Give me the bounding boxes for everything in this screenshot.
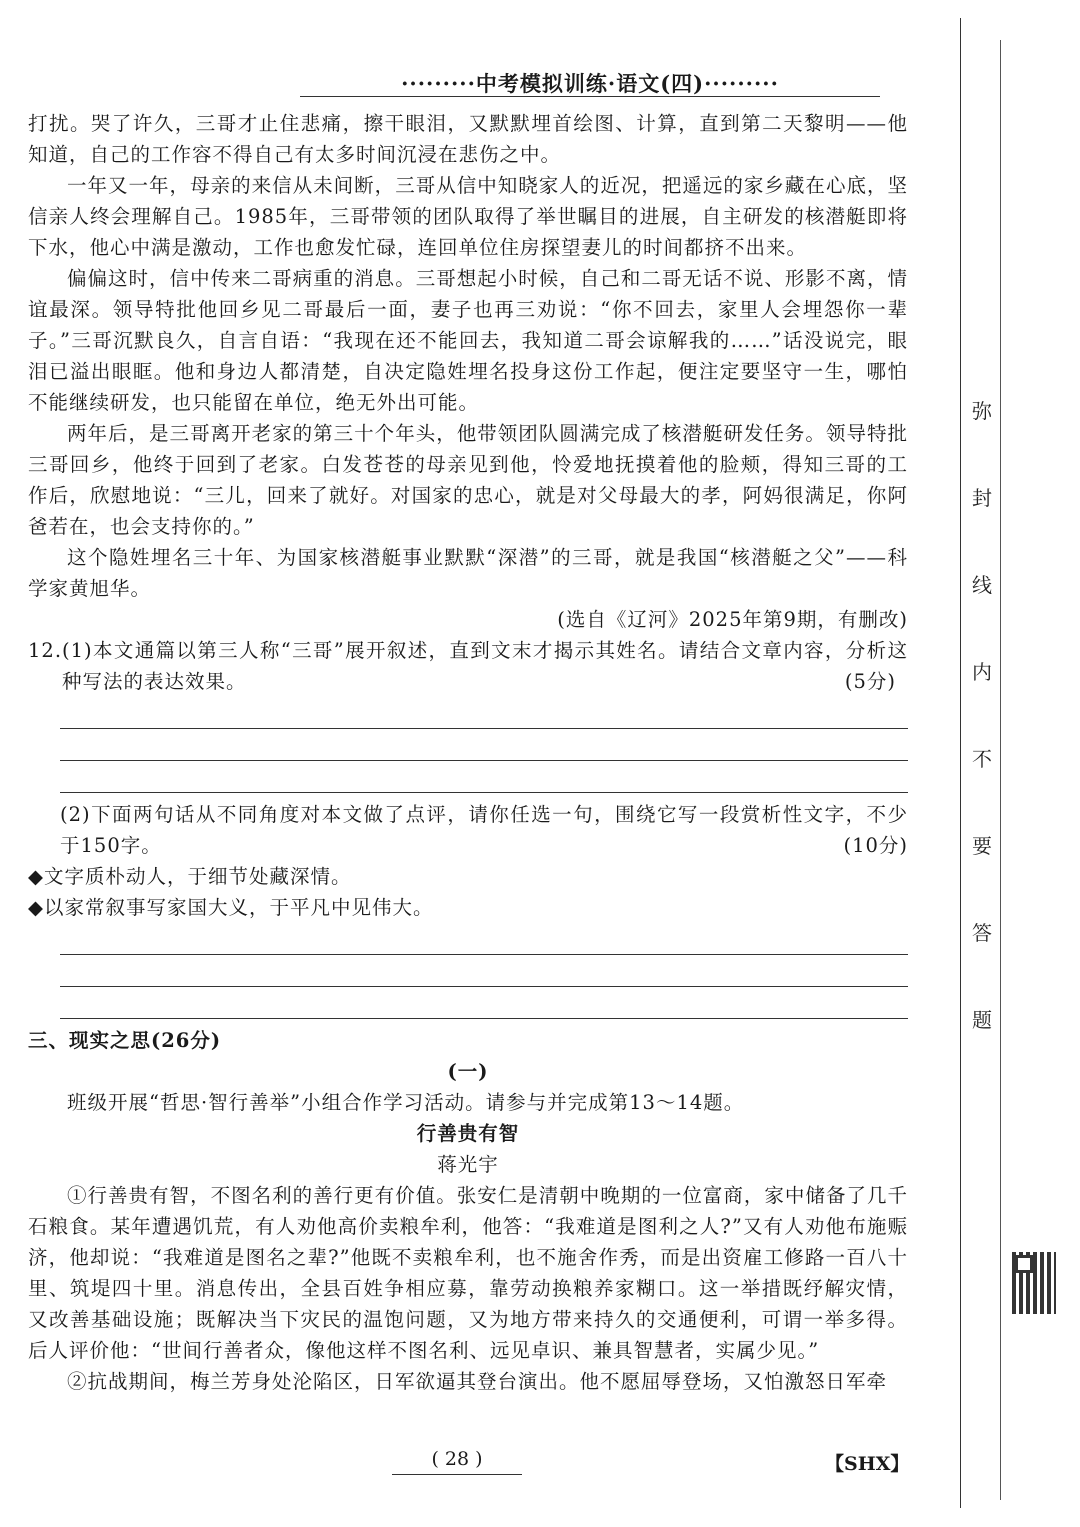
- main-content: [28, 108, 908, 1397]
- essay-paragraph: ②抗战期间，梅兰芳身处沦陷区，日军欲逼其登台演出。他不愿屈辱登场，又怕激怒日军牵: [67, 1370, 888, 1393]
- edition-code: 【SHX】: [825, 1453, 910, 1475]
- question-score: (10分): [843, 834, 908, 857]
- question-text: (2)下面两句话从不同角度对本文做了点评，请你任选一句，围绕它写一段赏析性文字，不少于150字。: [60, 803, 908, 857]
- question-score: (5分): [844, 670, 897, 693]
- article-paragraph: 打扰。哭了许久，三哥才止住悲痛，擦干眼泪，又默默埋首绘图、计算，直到第二天黎明——他知道，自己的工作容不得自己有太多时间沉浸在悲伤之中。: [28, 112, 908, 166]
- binding-char: 内: [972, 660, 992, 684]
- essay-title: 行善贵有智: [416, 1122, 520, 1145]
- answer-line[interactable]: [60, 761, 908, 793]
- binding-char: 不: [972, 747, 992, 771]
- binding-line: [960, 18, 961, 1508]
- binding-char: 要: [972, 834, 992, 858]
- binding-char: 线: [972, 573, 992, 597]
- binding-char: 弥: [972, 399, 992, 423]
- binding-char: 题: [972, 1008, 992, 1032]
- review-option-2: ◆以家常叙事写家国大义，于平凡中见伟大。: [28, 896, 434, 919]
- review-option-1: ◆文字质朴动人，于细节处藏深情。: [28, 865, 352, 888]
- section-title: 三、现实之思(26分): [28, 1029, 222, 1052]
- binding-line: [1000, 40, 1001, 1500]
- section-intro: 班级开展“哲思·智行善举”小组合作学习活动。请参与并完成第13～14题。: [67, 1091, 745, 1114]
- question-12-part2: [28, 799, 908, 861]
- qr-code-icon: [1012, 1252, 1056, 1314]
- answer-line[interactable]: [60, 923, 908, 955]
- binding-char: 答: [972, 921, 992, 945]
- answer-line[interactable]: [60, 987, 908, 1019]
- article-paragraph: 偏偏这时，信中传来二哥病重的消息。三哥想起小时候，自己和二哥无话不说、形影不离，情谊最深。领导特批他回乡见二哥最后一面，妻子也再三劝说：“你不回去，家里人会埋怨你一辈子。”三哥沉默良久，自言自语：“我现在还不能回去，我知道二哥会谅解我的……”话没说完，眼泪已溢出眼眶。他和身边人都清楚，自决定隐姓埋名投身这份工作起，便注定要坚守一生，哪怕不能继续研发，也只能留在单位，绝无外出可能。: [28, 267, 908, 414]
- essay-author: 蒋光宇: [437, 1153, 499, 1176]
- page-header: ·········中考模拟训练·语文(四)·········: [401, 71, 779, 96]
- question-12-part1: [28, 635, 908, 697]
- page-number: ( 28 ): [431, 1448, 483, 1470]
- article-paragraph: 两年后，是三哥离开老家的第三十个年头，他带领团队圆满完成了核潜艇研发任务。领导特批三哥回乡，他终于回到了老家。白发苍苍的母亲见到他，怜爱地抚摸着他的脸颊，得知三哥的工作后，欣慰地说：“三儿，回来了就好。对国家的忠心，就是对父母最大的孝，阿妈很满足，你阿爸若在，也会支持你的。”: [28, 422, 908, 538]
- header-rule: [300, 96, 880, 97]
- binding-char: 封: [972, 486, 992, 510]
- binding-notice: [964, 395, 1000, 1091]
- article-source: (选自《辽河》2025年第9期，有删改): [557, 608, 908, 631]
- essay-paragraph: ①行善贵有智，不图名利的善行更有价值。张安仁是清朝中晚期的一位富商，家中储备了几千石粮食。某年遭遇饥荒，有人劝他高价卖粮牟利，他答：“我难道是图利之人?”又有人劝他布施赈济，他却说：“我难道是图名之辈?”他既不卖粮牟利，也不施舍作秀，而是出资雇工修路一百八十里、筑堤四十里。消息传出，全县百姓争相应募，靠劳动换粮养家糊口。这一举措既纾解灾情，又改善基础设施；既解决当下灾民的温饱问题，又为地方带来持久的交通便利，可谓一举多得。后人评价他：“世间行善者众，像他这样不图名利、远见卓识、兼具智慧者，实属少见。”: [28, 1184, 908, 1362]
- article-paragraph: 这个隐姓埋名三十年、为国家核潜艇事业默默“深潜”的三哥，就是我国“核潜艇之父”——科学家黄旭华。: [28, 546, 908, 600]
- answer-line[interactable]: [60, 729, 908, 761]
- question-text: 12.(1)本文通篇以第三人称“三哥”展开叙述，直到文末才揭示其姓名。请结合文章内容，分析这种写法的表达效果。: [28, 639, 908, 693]
- answer-line[interactable]: [60, 697, 908, 729]
- footer-rule: [392, 1474, 522, 1475]
- article-paragraph: 一年又一年，母亲的来信从未间断，三哥从信中知晓家人的近况，把遥远的家乡藏在心底，坚信亲人终会理解自己。1985年，三哥带领的团队取得了举世瞩目的进展，自主研发的核潜艇即将下水，他心中满是激动，工作也愈发忙碌，连回单位住房探望妻儿的时间都挤不出来。: [28, 174, 908, 259]
- section-subtitle: (一): [447, 1060, 489, 1083]
- answer-line[interactable]: [60, 955, 908, 987]
